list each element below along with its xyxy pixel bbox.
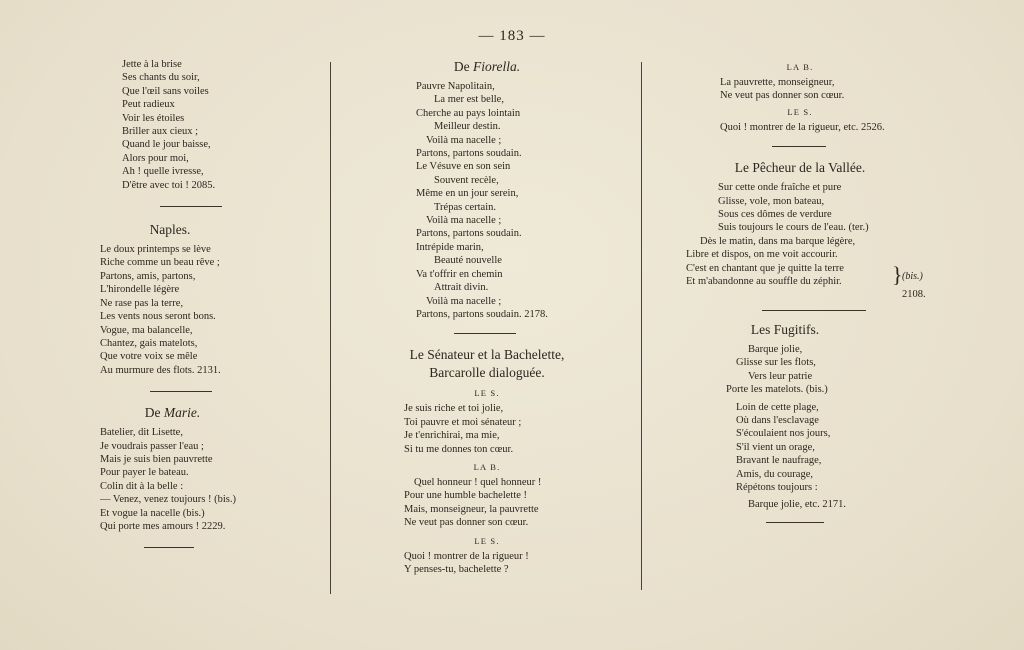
verse-line: Glisse, vole, mon bateau,: [718, 195, 825, 207]
verse-line: Voir les étoiles: [122, 112, 185, 124]
verse-line: S'écoulaient nos jours,: [736, 428, 831, 440]
song-title-fiorella: [392, 58, 582, 76]
verse-line: Riche comme un beau rêve ;: [100, 257, 220, 269]
verse-line: Ses chants du soir,: [122, 72, 200, 84]
song-title-marie: [100, 404, 245, 422]
verse-line: Suis toujours le cours de l'eau. (ter.): [718, 222, 869, 234]
verse-line: Vogue, ma balancelle,: [100, 324, 193, 336]
verse-line: Colin dit à la belle :: [100, 480, 184, 492]
song-fugitifs: [680, 343, 950, 512]
speaker-label: LA B.: [786, 62, 814, 72]
stanza: [404, 550, 612, 577]
song-marie: [100, 426, 330, 533]
verse-line: Ah ! quelle ivresse,: [122, 166, 204, 178]
verse-line: Les vents nous seront bons.: [100, 311, 216, 323]
verse-line: Mais, monseigneur, la pauvrette: [404, 503, 539, 515]
verse-line: Va t'offrir en chemin: [416, 268, 503, 280]
verse-line: Sous ces dômes de verdure: [718, 209, 832, 221]
verse-line: Vers leur patrie: [748, 370, 813, 382]
song-pecheur: [680, 181, 950, 302]
title-name: Marie.: [163, 405, 201, 421]
verse-line: Libre et dispos, on me voit accourir.: [686, 249, 838, 261]
verse-line: Je voudrais passer l'eau ;: [100, 440, 204, 452]
verse-line: Dès le matin, dans ma barque légère,: [700, 235, 856, 247]
stanza: [720, 76, 950, 103]
verse-line: Pour une humble bachelette !: [404, 490, 528, 502]
column-left: [100, 58, 330, 548]
song-title-senateur: Le Sénateur et la Bachelette,: [409, 347, 565, 363]
song-title-fugitifs: Les Fugitifs.: [750, 321, 820, 337]
verse-line: Jette à la brise: [122, 59, 182, 70]
verse-line: Même en un jour serein,: [416, 188, 519, 200]
verse-line: Quel honneur ! quel honneur !: [414, 476, 542, 488]
verse-line: Glisse sur les flots,: [736, 357, 816, 369]
verse-line: Partons, partons soudain. 2178.: [416, 308, 548, 320]
verse-line: Amis, du courage,: [736, 468, 813, 480]
song-naples: [100, 243, 330, 377]
title-name: Fiorella.: [473, 59, 521, 74]
speaker-label: LE S.: [474, 535, 500, 546]
verse-line: Si tu me donnes ton cœur.: [404, 443, 514, 455]
bis-label: (bis.): [902, 270, 923, 282]
verse-line: Trépas certain.: [434, 201, 497, 213]
verse-line: Qui porte mes amours ! 2229.: [100, 520, 226, 532]
speaker-label: LE S.: [474, 388, 500, 399]
song-number: 2108.: [902, 289, 926, 301]
verse-line: Porte les matelots. (bis.): [726, 384, 828, 396]
verse-line: — Venez, venez toujours ! (bis.): [100, 494, 236, 506]
verse-line: Alors pour moi,: [122, 152, 189, 164]
verse-line: Peut radieux: [122, 99, 175, 111]
speaker-label: LE S.: [787, 106, 813, 117]
stanza: [720, 121, 950, 134]
song-title-naples: Naples.: [149, 222, 191, 238]
verse-line: Je t'enrichirai, ma mie,: [404, 430, 500, 442]
verse-line: Pauvre Napolitain,: [416, 81, 495, 92]
verse-line: Toi pauvre et moi sénateur ;: [404, 416, 522, 428]
verse-line: Que l'œil sans voiles: [122, 85, 209, 97]
verse-line: Bravant le naufrage,: [736, 455, 822, 467]
verse-line: Briller aux cieux ;: [122, 126, 199, 138]
title-prefix: De: [144, 405, 164, 421]
stanza: [404, 402, 612, 456]
verse-line: Meilleur destin.: [434, 121, 501, 133]
verse-line: Cherche au pays lointain: [416, 107, 521, 119]
verse-line: Batelier, dit Lisette,: [100, 427, 183, 439]
verse-line: Je suis riche et toi jolie,: [404, 403, 504, 415]
section-rule: [144, 547, 194, 548]
verse-line: Quand le jour baisse,: [122, 139, 211, 151]
song-fiorella: [416, 80, 612, 321]
verse-line: La mer est belle,: [434, 94, 504, 106]
verse-line: Ne rase pas la terre,: [100, 297, 184, 309]
section-rule: [766, 522, 824, 523]
verse-line: Partons, amis, partons,: [100, 270, 196, 282]
page-number: — 183 —: [478, 28, 546, 44]
verse-line: Partons, partons soudain.: [416, 148, 522, 160]
verse-line: Où dans l'esclavage: [736, 414, 819, 426]
column-divider: [330, 62, 331, 594]
section-rule: [454, 333, 516, 334]
verse-line: Sur cette onde fraîche et pure: [718, 182, 842, 194]
verse-line: Intrépide marin,: [416, 241, 484, 253]
verse-line: Voilà ma nacelle ;: [426, 295, 502, 307]
verse-line: Ne veut pas donner son cœur.: [404, 517, 529, 529]
column-middle: [392, 58, 612, 576]
verse-line: Le Vésuve en son sein: [416, 161, 511, 173]
verse-line: C'est en chantant que je quitte la terre: [686, 262, 844, 274]
verse-line: Quoi ! montrer de la rigueur, etc. 2526.: [720, 121, 885, 133]
verse-line: Attrait divin.: [434, 282, 489, 294]
verse-line: Voilà ma nacelle ;: [426, 134, 502, 146]
verse-line: L'hirondelle légère: [100, 284, 180, 296]
verse-line: Que votre voix se mêle: [100, 351, 198, 363]
title-prefix: De: [453, 59, 473, 74]
verse-line: Barque jolie, etc. 2171.: [748, 499, 846, 511]
column-right: [680, 58, 950, 523]
verse-line: Mais je suis bien pauvrette: [100, 453, 213, 465]
verse-line: Voilà ma nacelle ;: [426, 215, 502, 227]
section-rule: [160, 206, 222, 207]
column-divider: [641, 62, 642, 590]
song-title-pecheur: Le Pêcheur de la Vallée.: [734, 160, 866, 176]
verse-line: Au murmure des flots. 2131.: [100, 364, 221, 376]
verse-line: D'être avec toi ! 2085.: [122, 179, 216, 191]
verse-line: Ne veut pas donner son cœur.: [720, 90, 845, 102]
verse-line: Le doux printemps se lève: [100, 244, 211, 256]
verse-line: Partons, partons soudain.: [416, 228, 522, 240]
section-rule: [150, 391, 212, 392]
verse-line: La pauvrette, monseigneur,: [720, 77, 835, 88]
verse-line: S'il vient un orage,: [736, 441, 815, 453]
speaker-label: LA B.: [473, 461, 501, 472]
verse-line: Barque jolie,: [748, 343, 803, 355]
verse-line: Quoi ! montrer de la rigueur !: [404, 550, 529, 562]
bis-group: [680, 262, 950, 289]
brace-mark: }: [892, 261, 903, 287]
verse-line: Pour payer le bateau.: [100, 467, 189, 479]
verse-line: Souvent recèle,: [434, 174, 499, 186]
verse-line: Y penses-tu, bachelette ?: [404, 563, 509, 575]
verse-line: Beauté nouvelle: [434, 255, 502, 267]
section-rule: [772, 146, 826, 147]
poem-continuation: [100, 58, 330, 192]
song-subtitle-senateur: Barcarolle dialoguée.: [429, 365, 545, 381]
verse-line: Et vogue la nacelle (bis.): [100, 507, 205, 519]
stanza: [404, 476, 612, 530]
verse-line: Loin de cette plage,: [736, 401, 819, 413]
verse-line: Répétons toujours :: [736, 481, 818, 493]
verse-line: Chantez, gais matelots,: [100, 337, 198, 349]
section-rule: [762, 310, 866, 311]
verse-line: Et m'abandonne au souffle du zéphir.: [686, 276, 842, 288]
